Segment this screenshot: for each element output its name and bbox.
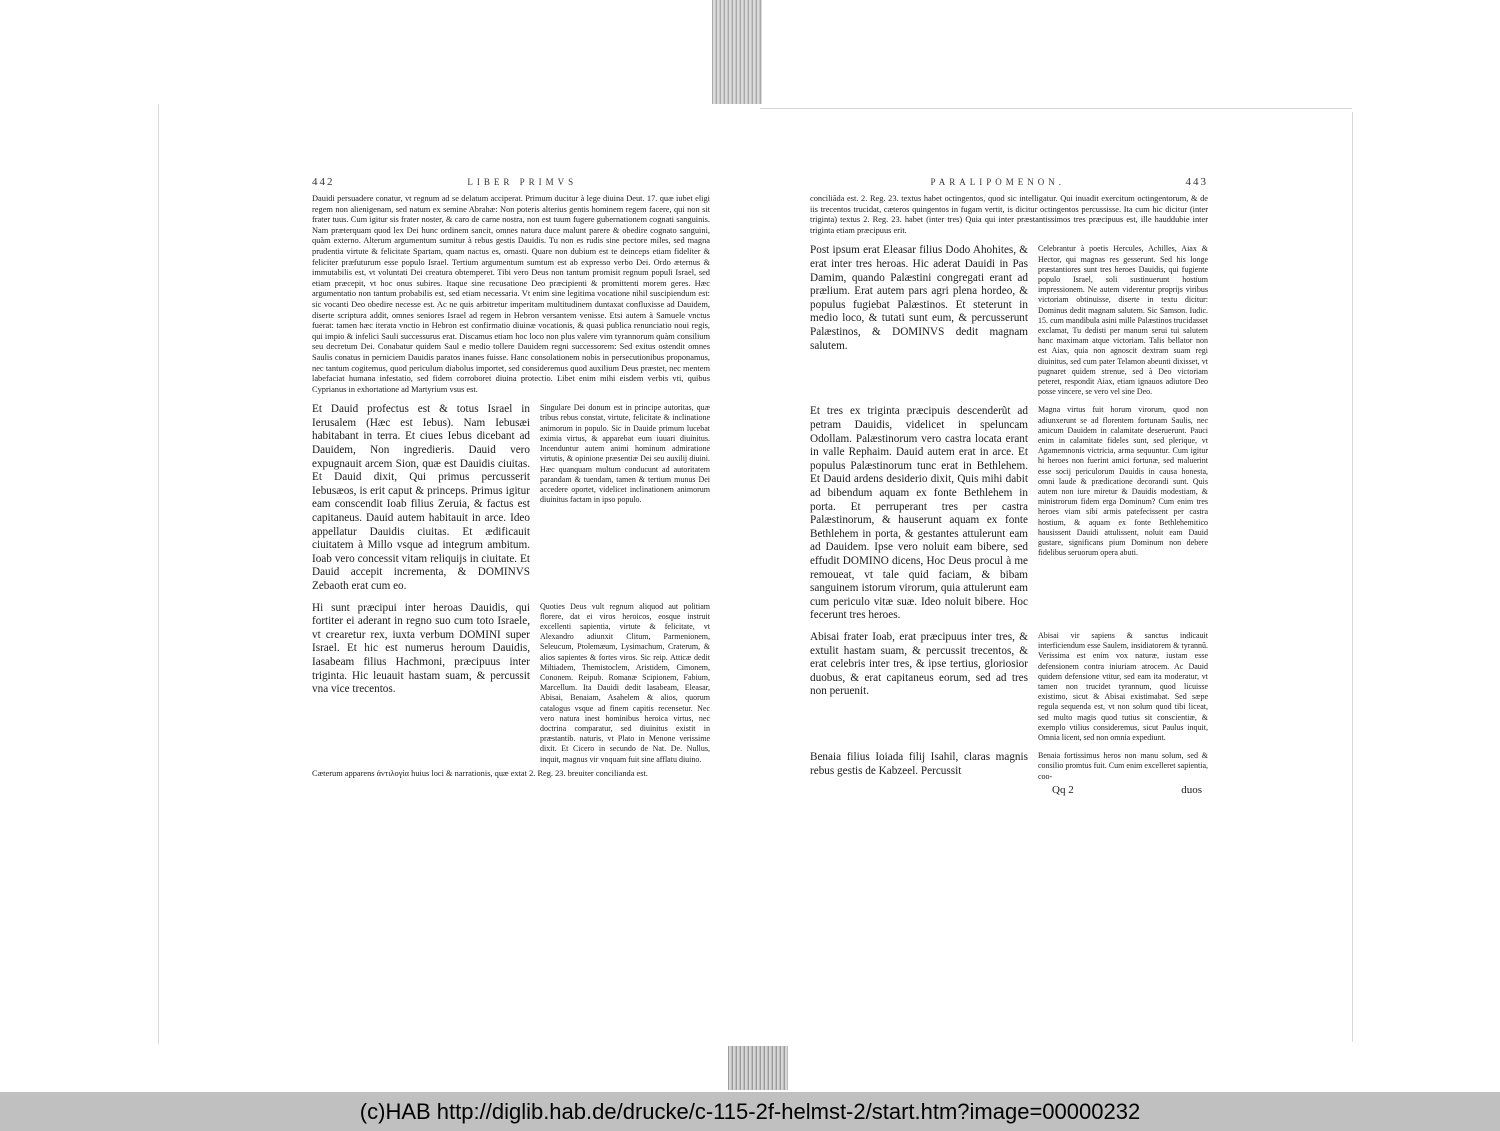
right-scripture-4: Benaia filius Ioiada filij Isahil, claras magnis rebus gestis de Kabzeel. Percussit: [810, 751, 1028, 777]
right-section-3: [810, 631, 1208, 743]
left-page-number: 442: [312, 176, 335, 188]
binding-shadow-top: [712, 0, 762, 104]
right-page-number: 443: [1185, 176, 1208, 188]
right-marginal-note-3: Abisai vir sapiens & sanctus indicauit interficiendum esse Saulem, insidiatorem & tyrannũ. Verissima est enim vox naturæ, iustam esse defensionem contra iniuriam atrocem. Ac Dauid quidem defensione vtitur, sed eam ita moderatur, vt tamen non trucidet tyrannum, quod licuisse existimo, sicut & Abisai existimabat. Sed sæpe regula sequenda est, vt non solum quod tibi liceat, sed multo magis quod tutius sit conscientiæ, & exemplo vtilius consideremus, sicut Paulus inquit, Omnia licent, sed non omnia expediunt.: [1038, 630, 1208, 742]
left-intro-commentary: Dauidi persuadere conatur, vt regnum ad se delatum acciperat. Primum ducitur à lege diuina Deut. 17. quæ iubet eligi regem non alienigenam, sed natum ex semine Abrahæ: Non poteris alterius gentis hominem regem facere, qui non sit frater tuus. Cum igitur sis frater noster, & caro de carne nostra, non est tuum fugere gubernationem cognati sanguinis. Nam præterquam quod lex Dei hunc ordinem sancit, omnes natura duce malunt parere & obedire cognato sanguini, quàm externo. Alterum argumentum sumitur à rebus gestis Dauidis. Tu non es rudis sine pectore miles, sed magna prudentia virtute & felicitate Spartam, quam nactus es, ornasti. Quare non dubium est te deinceps etiam fideliter & feliciter præfuturum esse populo Israel. Tertium argumentum sumtum est ab expresso verbo Dei. Ordo æternus & immutabilis est, vt voluntati Dei creatura obtemperet. Tibi vero Deus non tantum promisit regnum populi Israel, sed etiam præcepit, vt hoc onus subires. Itaque sine recusatione Deo præcipienti & promittenti morem geres. Hæc argumentatio non tantum probabilis est, sed etiam necessaria. Vt enim sine legitima vocatione nihil suscipiendum est: sic vocanti Deo obedire necesse est. Ac ne quis arbitretur imperitam multitudinem duntaxat confluxisse ad Dauidem, diserte scriptura addit, omnes seniores Israel ad regem in Hebron versantem venisse. Etsi autem à Samuele vnctus fuerat: tamen hæc iterata vnctio in Hebron est confirmatio diuinæ vocationis, & quasi publica renunciatio noui regis, qui impio & infelici Sauli successurus erat. Discamus etiam hoc loco non plus valere vim tyrannorum quàm consilium seu decretum Dei. Conabatur quidem Saul e medio tollere Dauidem regni successorem: Sed exitus ostendit omnes Saulis conatus in perniciem Dauidis paratos inanes fuisse. Hanc consolationem nobis in persecutionibus proponamus, nec tantum cogitemus, quod periculum diabolus importet, sed consideremus quod auxilium Deus præstet, nec mentem labefaciat humana infestatio, sed fidem corroboret diuina protectio. Libet enim mihi eisdem verbis vti, quibus Cyprianus in exhortatione ad Martyrium vsus est.: [312, 194, 710, 394]
left-running-title: LIBER PRIMVS: [467, 177, 578, 187]
left-section-2: [312, 602, 710, 765]
right-scripture-1: Post ipsum erat Eleasar filius Dodo Ahohites, & erat inter tres heroas. Hic aderat Dauidi in Pas Damim, quando Palæstini congregati erant ad prælium. Erat autem pars agri plena hordeo, & populus fugiebat Palæstinos. Et steterunt in medio loco, & tutati sunt eum, & percusserunt Palæstinos, & DOMINVS dedit magnam salutem.: [810, 244, 1028, 352]
right-marginal-note-4: Benaia fortissimus heros non manu solum, sed & consilio promtus fuit. Cum enim excelleret sapientia, coo-: [1038, 751, 1208, 781]
left-closing-commentary: Cæterum apparens ἀντιλογία huius loci & narrationis, quæ extat 2. Reg. 23. breuiter concilianda est.: [312, 768, 648, 778]
right-page: [810, 176, 1208, 881]
left-scripture-2: Hi sunt præcipui inter heroas Dauidis, qui fortiter ei aderant in regno suo cum toto Israele, vt crearetur rex, iuxta verbum DOMINI super Israel. Et hic est numerus heroum Dauidis, Iasabeam filius Hachmoni, præcipuus inter triginta. Hic leuauit hastam suam, & percussit vna vice trecentos.: [312, 601, 530, 696]
copyright-footer-bar: [0, 1092, 1500, 1131]
copyright-url-text: (c)HAB http://diglib.hab.de/drucke/c-115-2f-helmst-2/start.htm?image=00000232: [359, 1098, 1141, 1124]
left-running-head: [312, 176, 710, 194]
right-intro-commentary: conciliãda est. 2. Reg. 23. textus habet octingentos, quod sic intelligatur. Qui inuadit exercitum octingentorum, & de iis trecentos trucidat, cæteros quingentos in fugam vertit, is dicitur octingentos percussisse. Ita cum hic dicitur (inter triginta) textus 2. Reg. 23. habet (inter tres) Quia qui inter præstantissimos tres præcipuus est, ille hauddubie inter triginta etiam præcipuus erit.: [810, 194, 1208, 235]
signature-mark: Qq 2: [1052, 783, 1074, 796]
page-edge-top: [760, 108, 1352, 109]
right-scripture-3: Abisai frater Ioab, erat præcipuus inter tres, & extulit hastam suam, & percussit trecentos, & erat celebris inter tres, & ipse tertius, gloriosior duobus, & erat capitaneus eorum, sed ad tres non peruenit.: [810, 630, 1028, 698]
page-edge-right: [1352, 112, 1353, 1042]
page-edge-left: [158, 104, 159, 1044]
right-section-2: [810, 405, 1208, 623]
right-marginal-note-1: Celebrantur à poetis Hercules, Achilles, Aiax & Hector, qui magnas res gesserunt. Sed his longe præstantiores sunt tres heroes Dauidis, qui fugiente populo Israel, soli sustinuerunt hostium impressionem. Ne autem viderentur proprijs viribus victoriam obtinuisse, diserte in textu dicitur: Dominus dedit magnam salutem. Sic Samson. Iudic. 15. cum mandibula asini mille Palæstinos trucidasset exclamat, Tu dedisti per manum serui tui salutem hanc maximam atque victoriam. Talis bellator non est Aiax, quia non agnoscit dextram suam regi diuinitus, sed cum pater Telamon abeunti dixisset, vt pugnaret quidem strenue, sed à Deo victoriam peteret, respondit Aiax, etiam ignauos adiutore Deo posse vincere, se vero vel sine Deo.: [1038, 244, 1208, 397]
left-marginal-note-1: Singulare Dei donum est in principe autoritas, quæ tribus rebus constat, virtute, felicitate & inclinatione animorum in populo. Sic in Dauide primum lucebat eximia virtus, & apparebat eum iuuari diuinitus. Incenduntur autem animi hominum admiratione virtutis, & opinione præsentiæ Dei seu auxilij diuini. Hæc quanquam multum conducunt ad autoritatem parandam & tuendam, tamen & tertium munus Dei accedere oportet, videlicet inclinationem animorum diuinitus factam in ipso populo.: [540, 403, 710, 505]
left-marginal-note-2: Quoties Deus vult regnum aliquod aut politiam florere, dat ei viros heroicos, eosque instruit excellenti sapientia, virtute & felicitate, vt Alexandro adiunxit Clitum, Parmenionem, Seleucum, Ptolemæum, Lysimachum, Craterum, & alios sapientes & fortes viros. Sic reip. Atticæ dedit Miltiadem, Themistoclem, Aristidem, Cimonem, Cononem. Reipub. Romanæ Scipionem, Fabium, Marcellum. Ita Dauidi dedit Iasabeam, Eleasar, Abisai, Benaiam, Asahelem & alios, quorum catalogus vsque ad finem capitis recensetur. Nec vero natura inest hominibus heroica virtus, nec doctrina comparatur, sed diuinitus existit in præstantib. naturis, vt Plato in Menone verissime dixit. Et Cicero in secundo de Nat. De. Nullus, inquit, magnus vir vnquam fuit sine afflatu diuino.: [540, 601, 710, 764]
right-page-footer: [810, 784, 1208, 796]
catchword: duos: [1181, 783, 1202, 796]
right-scripture-2: Et tres ex triginta præcipuis descenderũt ad petram Dauidis, videlicet in speluncam Odollam. Palæstinorum vero castra locata erant in valle Rephaim. Dauid autem erat in arce. Et populus Palæstinorum tunc erat in Bethlehem. Et Dauid ardens desiderio dixit, Quis mihi dabit ad bibendum aquam ex fonte Bethlehem in porta. Et perruperant tres per castra Palæstinorum, & hauserunt aquam ex fonte Bethlehem in porta, & gestantes attulerunt eam ad Dauidem. Ipse vero noluit eam bibere, sed effudit DOMINO dicens, Hoc Deus procul à me remoueat, vt tale quid faciam, & bibam sanguinem istorum virorum, quia attulerunt eam cum periculo vitæ suæ. Ideo noluit bibere. Hoc fecerunt tres heroes.: [810, 405, 1028, 622]
right-section-4: [810, 751, 1208, 782]
right-marginal-note-2: Magna virtus fuit horum virorum, quod non adiunxerunt se ad florentem fortunam Saulis, nec amicum Dauidem in calamitate deseruerunt. Pauci enim in calamitate fideles sunt, sed plerique, vt Agamemnonis victricia, arma sequuntur. Cum igitur hi heroes non fuerint amici fortunæ, sed maluerint esse socij periculorum Dauidis in causa honesta, omni laude & prædicatione decorandi sunt. Quis autem non iure miretur & Dauidis modestiam, & ministrorum fidem erga Dominum? Cum enim tres heroes viam sibi armis patefecissent per castra hostium, & aquam ex fonte Bethlehemitico hausissent Dauidi attulissent, noluit eam Dauid gustare, significans pium Dominum non debere fidelibus seruorum opera abuti.: [1038, 405, 1208, 558]
right-running-title: PARALIPOMENON.: [930, 177, 1065, 187]
right-section-1: [810, 244, 1208, 397]
right-running-head: [810, 176, 1208, 194]
left-scripture-1: Et Dauid profectus est & totus Israel in Ierusalem (Hæc est Iebus). Nam Iebusæi habitabant in terra. Et ciues Iebus dicebant ad Dauidem, Non ingredieris. Dauid vero expugnauit arcem Sion, quæ est Dauidis ciuitas. Et Dauid dixit, Qui primus percusserit Iebusæos, is erit caput & princeps. Primus igitur eam conscendit Ioab filius Zeruia, & factus est capitaneus. Dauid autem habitauit in arce. Ideo appellatur Dauidis ciuitas. Et ædificauit ciuitatem à Millo vsque ad integrum ambitum. Ioab vero concessit vitam reliquijs in ciuitate. Et Dauid accepit incrementa, & DOMINVS Zebaoth erat cum eo.: [312, 403, 530, 592]
left-page: [312, 176, 710, 881]
binding-shadow-bottom: [728, 1046, 788, 1090]
left-section-1: [312, 403, 710, 593]
